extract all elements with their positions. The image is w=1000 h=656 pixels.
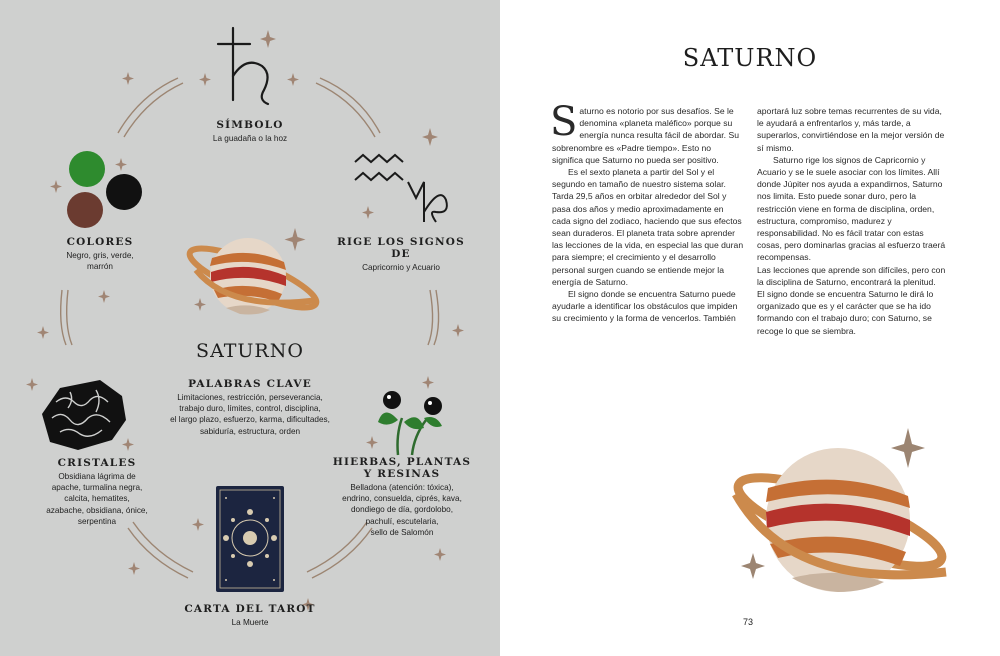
symbol-heading: SÍMBOLO xyxy=(216,119,284,131)
swatch-green xyxy=(69,151,105,187)
swatch-black xyxy=(106,174,142,210)
page-title: SATURNO xyxy=(682,44,818,72)
keywords-line: Limitaciones, restricción, perseverancia, xyxy=(177,393,323,402)
signs-caption xyxy=(326,236,476,273)
right-illustration xyxy=(500,0,1000,656)
signs-heading: RIGE LOS SIGNOS DE xyxy=(337,236,465,260)
keywords-line: el largo plazo, esfuerzo, karma, dificultades, xyxy=(170,415,330,425)
crystals-line: serpentina xyxy=(77,516,117,526)
herbs-line: pachulí, escutelaria, xyxy=(365,516,439,526)
paragraph: El signo donde se encuentra Saturno le dirá lo organizado que es y el carácter que se ha ido formando con el trabajo duro; con Saturno, se recoge lo que se siembra. xyxy=(757,289,934,336)
keywords-caption xyxy=(150,378,350,437)
right-page xyxy=(500,0,1000,656)
herbs-heading: HIERBAS, PLANTAS xyxy=(332,456,472,468)
saturn-planet-large xyxy=(730,448,951,592)
signs-text: Capricornio y Acuario xyxy=(362,263,440,272)
herbs-line: Belladona (atención: tóxica), xyxy=(350,483,454,492)
crystals-line: apache, turmalina negra, xyxy=(51,483,143,493)
colors-caption xyxy=(40,236,160,272)
center-title: SATURNO xyxy=(196,340,304,362)
crystals-line: azabache, obsidiana, ónice, xyxy=(46,505,148,515)
symbol-text: La guadaña o la hoz xyxy=(212,134,288,143)
keywords-line: sabiduría, estructura, orden xyxy=(199,426,301,436)
saturn-planet-icon xyxy=(184,238,322,319)
herbs-line: endrino, consuelda, ciprés, kava, xyxy=(342,494,462,504)
keywords-heading: PALABRAS CLAVE xyxy=(188,378,312,390)
colors-text-line: Negro, gris, verde, xyxy=(66,251,134,260)
tarot-heading: CARTA DEL TAROT xyxy=(184,603,316,615)
herbs-heading: Y RESINAS xyxy=(363,468,441,480)
symbol-caption xyxy=(190,119,310,144)
paragraph: El signo donde se encuentra Saturno puede ayudarle a identificar los obstáculos que impiden su crecimiento y la forma de vencerlos. También xyxy=(552,289,738,324)
swatch-brown xyxy=(67,192,103,228)
paragraph: Es el sexto planeta a partir del Sol y el segundo en tamaño de nuestro sistema solar. Tarda 29,5 años en orbitar alrededor del Sol y pasa dos años y medio aproximadamente en cada signo del zodiaco, haciendo que sus efectos sean duraderos. El planeta trata sobre aprender las lecciones de la vida, en especial las que duran para siempre; el crecimiento y el desarrollo personal surgen cuando se entiende mejor la energía de Saturno. xyxy=(552,167,744,287)
colors-heading: COLORES xyxy=(66,236,134,248)
paragraph: aturno es notorio por sus desafíos. Se le denomina «planeta maléfico» porque su energía nunca resulta fácil de abordar. Su sobrenombre es «Padre tiempo». Esto no significa que Saturno no pueda ser positivo. xyxy=(552,106,739,165)
colors-text-line: marrón xyxy=(87,262,113,272)
tarot-card-icon xyxy=(216,486,284,592)
crystals-caption xyxy=(34,457,160,527)
tarot-caption xyxy=(180,603,320,628)
keywords-line: trabajo duro, límites, control, disciplina, xyxy=(179,404,321,414)
capricorn-icon xyxy=(408,182,447,222)
herbs-line: dondiego de día, gordolobo, xyxy=(351,505,453,515)
crystals-heading: CRISTALES xyxy=(57,457,137,469)
paragraph: Saturno rige los signos de Capricornio y Acuario y se le suele asociar con los límites. Allí donde Júpiter nos ayuda a expandirnos, Saturno nos limita. Esto puede sonar duro, pero la restricción viene en forma de disciplina, orden, estructura, compromiso, madurez y responsabilidad. No es fácil tratar con estas cosas, pero dominarlas gracias al esfuerzo traerá recompensas. xyxy=(757,154,946,263)
aquarius-icon xyxy=(355,155,403,180)
drop-cap: S xyxy=(550,99,578,145)
saturn-symbol-icon xyxy=(218,28,268,104)
herbs-line: sello de Salomón xyxy=(370,527,434,537)
herbs-caption xyxy=(330,456,474,538)
crystal-icon xyxy=(42,380,126,450)
belladonna-icon xyxy=(378,391,442,455)
crystals-line: Obsidiana lágrima de xyxy=(58,472,136,481)
color-swatches xyxy=(67,151,142,228)
paragraph: aportará luz sobre temas recurrentes de su vida, le ayudará a enfrentarlos y, más tarde, a superarlos, convirtiéndose en la mejor versión de sí mismo. xyxy=(757,106,945,153)
page-number: 73 xyxy=(743,617,754,627)
crystals-line: calcita, hematites, xyxy=(64,494,130,504)
paragraph: Las lecciones que aprende son difíciles, pero con la disciplina de Saturno, encontrará la plenitud. xyxy=(757,264,946,287)
tarot-text: La Muerte xyxy=(231,618,269,627)
